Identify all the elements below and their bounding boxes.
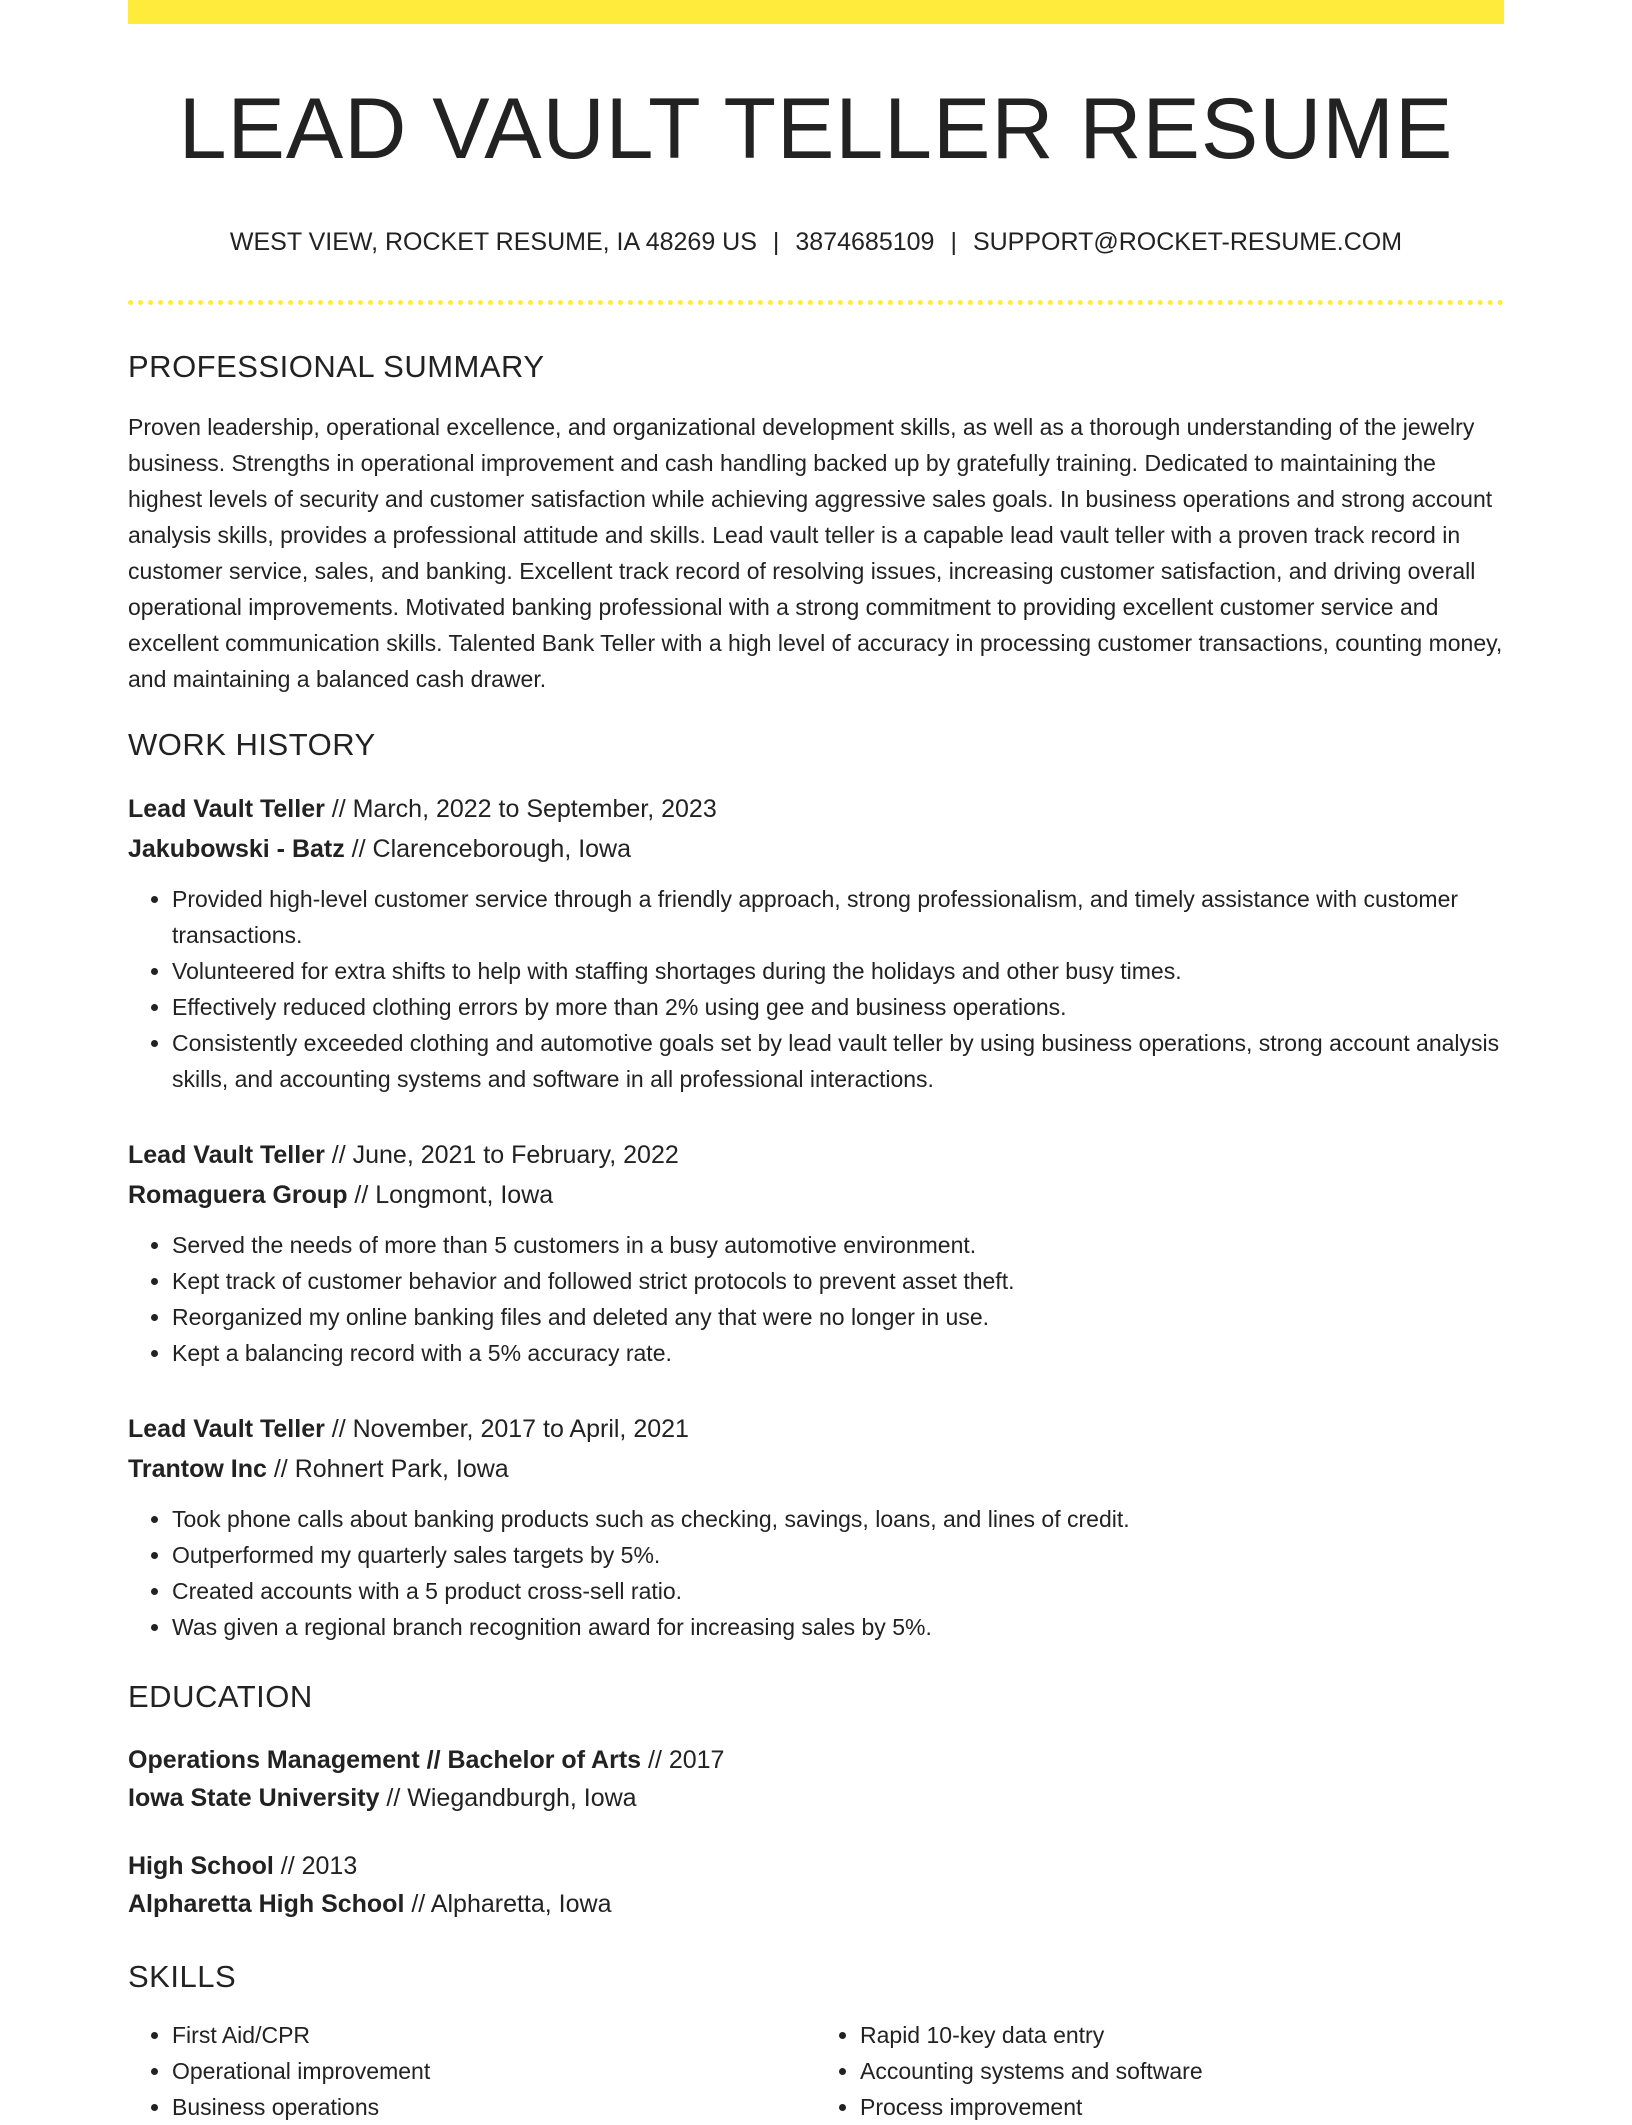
job-entry xyxy=(128,1135,1504,1371)
education-school: Alpharetta High School xyxy=(128,1889,405,1918)
job-company-line xyxy=(128,829,1504,869)
job-role: Lead Vault Teller xyxy=(128,1414,325,1443)
contact-email[interactable]: SUPPORT@ROCKET-RESUME.COM xyxy=(972,227,1403,256)
job-dates: // March, 2022 to September, 2023 xyxy=(324,794,717,823)
contact-line xyxy=(128,227,1504,257)
education-location: // Alpharetta, Iowa xyxy=(404,1889,612,1918)
education-entry xyxy=(128,1847,1504,1923)
job-company-line xyxy=(128,1175,1504,1215)
job-company: Romaguera Group xyxy=(128,1180,348,1209)
job-bullet: • Took phone calls about banking products such as checking, savings, loans, and lines of credit. xyxy=(172,1501,1504,1537)
education-location: // Wiegandburgh, Iowa xyxy=(379,1783,637,1812)
skill-item: • Rapid 10-key data entry xyxy=(860,2017,1504,2053)
job-role-line xyxy=(128,1135,1504,1175)
job-location: // Rohnert Park, Iowa xyxy=(266,1454,509,1483)
section-title-education: EDUCATION xyxy=(128,1678,313,1714)
job-bullet: • Volunteered for extra shifts to help with staffing shortages during the holidays and other busy times. xyxy=(172,953,1504,989)
skill-item: • First Aid/CPR xyxy=(172,2017,816,2053)
skills-columns xyxy=(128,2017,1504,2125)
job-bullet: • Effectively reduced clothing errors by more than 2% using gee and business operations. xyxy=(172,989,1504,1025)
education-degree: Operations Management // Bachelor of Arts xyxy=(128,1745,642,1774)
job-bullets xyxy=(128,1501,1504,1645)
job-company-line xyxy=(128,1449,1504,1489)
job-bullet: • Served the needs of more than 5 customers in a busy automotive environment. xyxy=(172,1227,1504,1263)
job-role-line xyxy=(128,789,1504,829)
job-bullet: • Consistently exceeded clothing and automotive goals set by lead vault teller by using business operations, strong account analysis skills, and accounting systems and software in all professional interactions. xyxy=(172,1025,1504,1097)
job-location: // Clarenceborough, Iowa xyxy=(344,834,632,863)
skills-list-right xyxy=(816,2017,1504,2125)
job-entry xyxy=(128,789,1504,1097)
job-entry xyxy=(128,1409,1504,1645)
job-company: Trantow Inc xyxy=(128,1454,267,1483)
education-degree: High School xyxy=(128,1851,274,1880)
contact-address: WEST VIEW, ROCKET RESUME, IA 48269 US xyxy=(229,227,757,256)
contact-separator: | xyxy=(772,227,780,256)
job-role: Lead Vault Teller xyxy=(128,1140,325,1169)
section-title-work-history: WORK HISTORY xyxy=(128,726,376,762)
job-bullet: • Reorganized my online banking files and deleted any that were no longer in use. xyxy=(172,1299,1504,1335)
contact-separator: | xyxy=(950,227,957,256)
education-school-line xyxy=(128,1779,1504,1817)
job-bullet: • Provided high-level customer service through a friendly approach, strong professionalism, and timely assistance with customer transactions. xyxy=(172,881,1504,953)
accent-bar xyxy=(128,0,1504,24)
job-dates: // June, 2021 to February, 2022 xyxy=(324,1140,679,1169)
summary-text: Proven leadership, operational excellence, and organizational development skills, as well as a thorough understanding of the jewelry business. Strengths in operational improvement and cash handling backed up by gratefully training. Dedicated to maintaining the highest levels of security and customer satisfaction while achieving aggressive sales goals. In business operations and strong account analysis skills, provides a professional attitude and skills. Lead vault teller is a capable lead vault teller with a proven track record in customer service, sales, and banking. Excellent track record of resolving issues, increasing customer satisfaction, and driving overall operational improvements. Motivated banking professional with a strong commitment to providing excellent customer service and excellent communication skills. Talented Bank Teller with a high level of accuracy in processing customer transactions, counting money, and maintaining a balanced cash drawer. xyxy=(128,413,1503,692)
job-bullets xyxy=(128,881,1504,1097)
education-entry xyxy=(128,1741,1504,1817)
resume-page xyxy=(128,0,1504,2125)
job-bullet: • Outperformed my quarterly sales targets by 5%. xyxy=(172,1537,1504,1573)
job-bullet: • Was given a regional branch recognition award for increasing sales by 5%. xyxy=(172,1609,1504,1645)
job-role: Lead Vault Teller xyxy=(128,794,325,823)
skills-list-left xyxy=(128,2017,816,2125)
education-degree-line xyxy=(128,1741,1504,1779)
education-year: // 2013 xyxy=(273,1851,358,1880)
skill-item: • Operational improvement xyxy=(172,2053,816,2089)
skill-item: • Process improvement xyxy=(860,2089,1504,2125)
education-degree-line xyxy=(128,1847,1504,1885)
job-location: // Longmont, Iowa xyxy=(347,1180,554,1209)
contact-phone[interactable]: 3874685109 xyxy=(795,227,935,256)
section-title-summary: PROFESSIONAL SUMMARY xyxy=(128,348,545,384)
job-bullets xyxy=(128,1227,1504,1371)
job-bullet: • Created accounts with a 5 product cross-sell ratio. xyxy=(172,1573,1504,1609)
education-school-line xyxy=(128,1885,1504,1923)
skill-item: • Accounting systems and software xyxy=(860,2053,1504,2089)
resume-title: LEAD VAULT TELLER RESUME xyxy=(178,81,1454,177)
dotted-divider xyxy=(128,300,1504,305)
job-role-line xyxy=(128,1409,1504,1449)
education-year: // 2017 xyxy=(641,1745,725,1774)
job-bullet: • Kept a balancing record with a 5% accuracy rate. xyxy=(172,1335,1504,1371)
job-company: Jakubowski - Batz xyxy=(128,834,345,863)
education-school: Iowa State University xyxy=(128,1783,380,1812)
skill-item: • Business operations xyxy=(172,2089,816,2125)
job-dates: // November, 2017 to April, 2021 xyxy=(324,1414,689,1443)
job-bullet: • Kept track of customer behavior and followed strict protocols to prevent asset theft. xyxy=(172,1263,1504,1299)
section-title-skills: SKILLS xyxy=(128,1958,237,1994)
